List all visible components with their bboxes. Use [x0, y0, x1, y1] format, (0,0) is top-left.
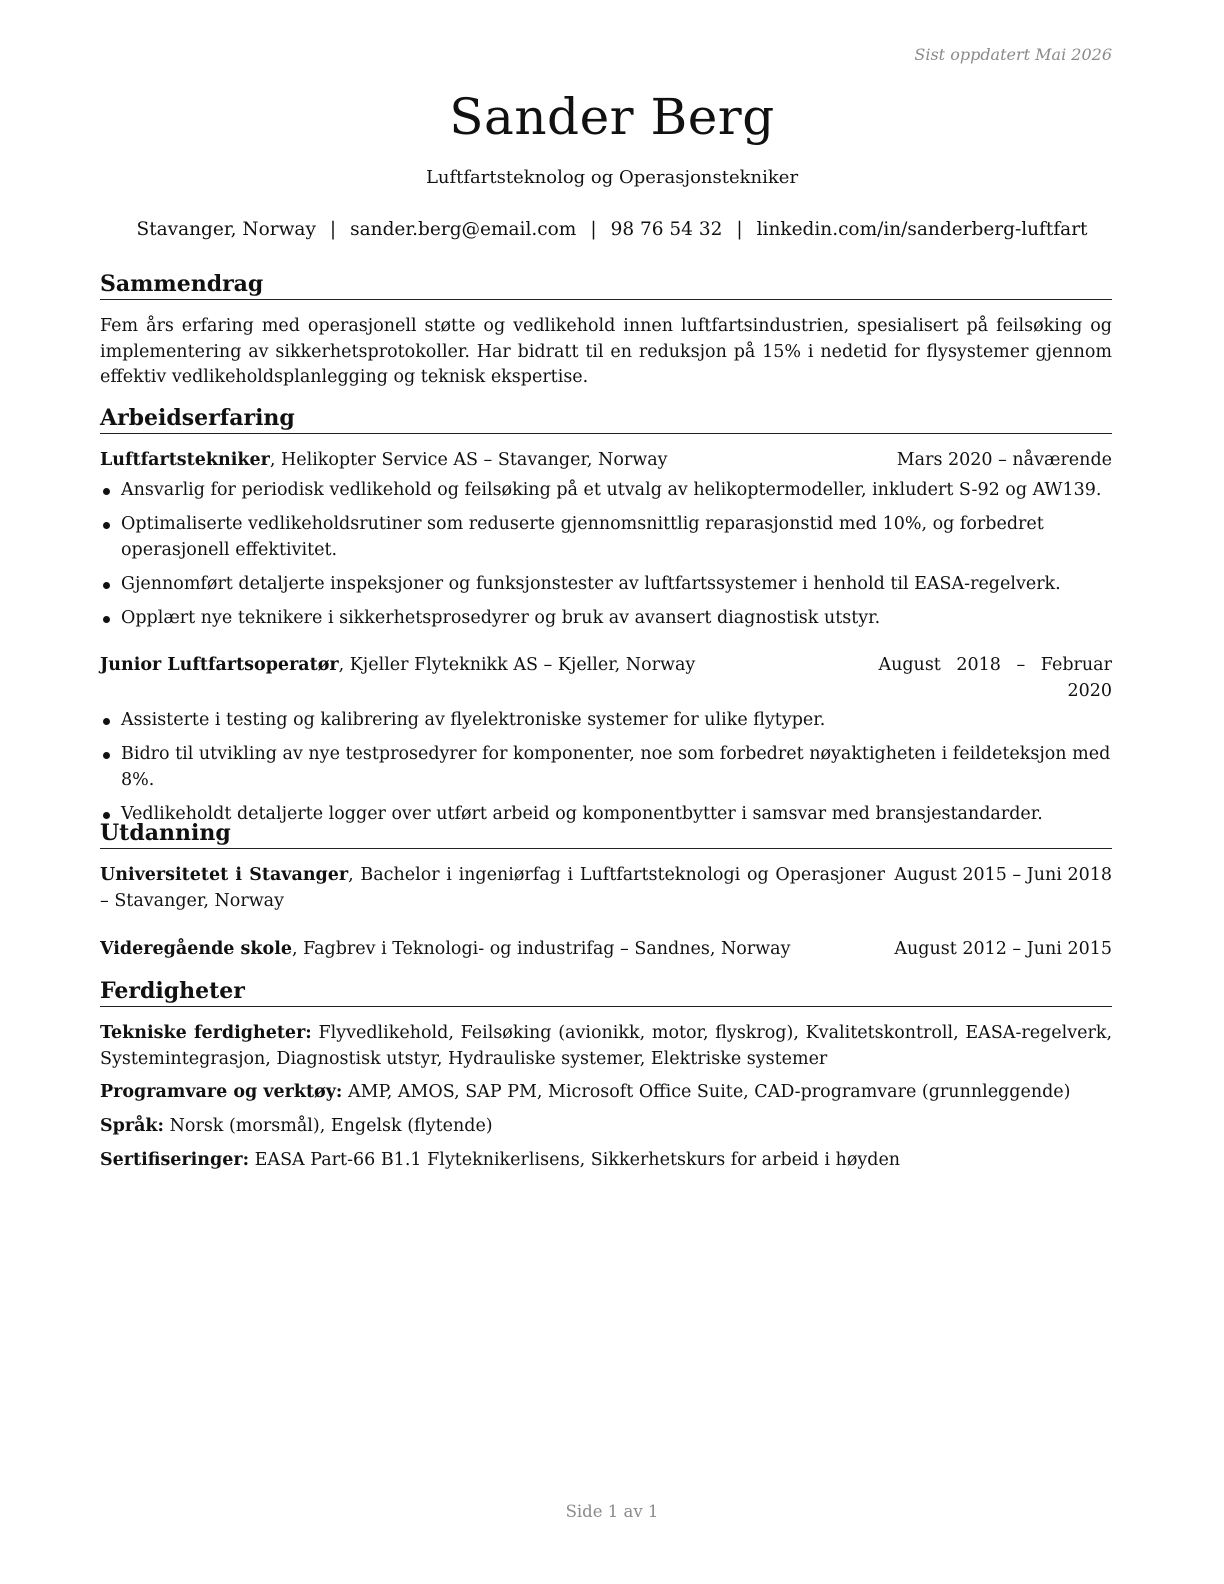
- summary-text: Fem års erfaring med operasjonell støtte og vedlikehold innen luftfartsindustrien, spesialisert på feilsøking og implementering av sikkerhetsprotokoller. Har bidratt til en reduksjon på 15% i nedetid for flysystemer gjennom effektiv vedlikeholdsplanlegging og teknisk ekspertise.: [100, 316, 1112, 387]
- skill-row: [100, 1114, 1112, 1140]
- skill-label: Språk:: [100, 1116, 165, 1136]
- skill-row: [100, 1080, 1112, 1106]
- skill-value: Norsk (morsmål), Engelsk (flytende): [169, 1116, 493, 1136]
- job-bullet-list: [100, 478, 1112, 640]
- skill-value: Flyvedlikehold, Feilsøking (avionikk, motor, flyskrog), Kvalitetskontroll, EASA-regelverk, Systemintegrasjon, Diagnostisk utstyr, Hydrauliske systemer, Elektriske systemer: [100, 1023, 1113, 1069]
- job-title-line: [100, 653, 695, 679]
- contact-separator: |: [590, 219, 597, 240]
- education-school: Universitetet i Stavanger: [100, 865, 349, 885]
- job-dates: August 2018 – Februar 2020: [878, 655, 1112, 701]
- job-bullet: Opplært nye teknikere i sikkerhetsprosedyrer og bruk av avansert diagnostisk utstyr.: [100, 606, 1112, 632]
- contact-phone: 98 76 54 32: [610, 219, 723, 240]
- contact-separator: |: [329, 219, 337, 240]
- job-bullet: Ansvarlig for periodisk vedlikehold og feilsøking på et utvalg av helikoptermodeller, inkludert S-92 og AW139.: [100, 478, 1112, 504]
- skill-value: EASA Part-66 B1.1 Flyteknikerlisens, Sikkerhetskurs for arbeid i høyden: [254, 1150, 901, 1170]
- candidate-title: Luftfartsteknolog og Operasjonstekniker: [425, 167, 799, 188]
- skill-row: [100, 1021, 1112, 1072]
- contact-email-link[interactable]: sander.berg@email.com: [350, 219, 577, 240]
- contact-linkedin-link[interactable]: linkedin.com/in/sanderberg-luftfart: [756, 219, 1088, 240]
- job-role: Junior Luftfartsoperatør: [100, 655, 339, 675]
- contact-location: Stavanger, Norway: [136, 219, 316, 240]
- skill-label: Programvare og verktøy:: [100, 1082, 343, 1102]
- candidate-name: Sander Berg: [449, 88, 775, 146]
- education-degree: , Fagbrev i Teknologi- og industrifag – Sandnes, Norway: [291, 939, 791, 959]
- contact-separator: |: [736, 219, 743, 240]
- education-dates: August 2012 – Juni 2015: [894, 939, 1112, 959]
- job-role: Luftfartstekniker: [100, 450, 270, 470]
- job-bullet: Optimaliserte vedlikeholdsrutiner som reduserte gjennomsnittlig reparasjonstid med 10%, og forbedret operasjonell effektivitet.: [100, 512, 1112, 563]
- last-updated-note: Sist oppdatert Mai 2026: [914, 45, 1112, 64]
- skill-label: Sertifiseringer:: [100, 1150, 250, 1170]
- education-degree: , Bachelor i ingeniørfag i Luftfartsteknologi og Operasjoner – Stavanger, Norway: [100, 865, 886, 911]
- job-bullet: Bidro til utvikling av nye testprosedyrer for komponenter, noe som forbedret nøyaktigheten i feildeteksjon med 8%.: [100, 742, 1112, 793]
- job-title-line: [100, 448, 668, 474]
- education-title-line: [100, 937, 790, 963]
- job-bullet: Vedlikeholdt detaljerte logger over utført arbeid og komponentbytter i samsvar med bransjestandarder.: [100, 802, 1112, 828]
- job-bullet: Gjennomført detaljerte inspeksjoner og funksjonstester av luftfartssystemer i henhold til EASA-regelverk.: [100, 572, 1112, 598]
- section-heading-summary: Sammendrag: [100, 271, 1112, 300]
- skill-label: Tekniske ferdigheter:: [100, 1023, 312, 1043]
- section-heading-experience: Arbeidserfaring: [100, 405, 1112, 434]
- job-company: , Helikopter Service AS – Stavanger, Norway: [269, 450, 668, 470]
- job-bullet-list: [100, 708, 1112, 836]
- section-heading-skills: Ferdigheter: [100, 978, 1112, 1007]
- section-heading-education: Utdanning: [100, 820, 1112, 849]
- contact-line: [0, 219, 1224, 240]
- job-dates: Mars 2020 – nåværende: [896, 450, 1112, 470]
- skill-value: AMP, AMOS, SAP PM, Microsoft Office Suite, CAD-programvare (grunnleggende): [347, 1082, 1071, 1102]
- page-number: Side 1 av 1: [565, 1502, 659, 1521]
- education-school: Videregående skole: [100, 939, 292, 959]
- education-dates: August 2015 – Juni 2018: [894, 865, 1112, 885]
- job-company: , Kjeller Flyteknikk AS – Kjeller, Norway: [338, 655, 696, 675]
- skill-row: [100, 1148, 1112, 1174]
- job-bullet: Assisterte i testing og kalibrering av flyelektroniske systemer for ulike flytyper.: [100, 708, 1112, 734]
- education-title-line: [100, 863, 885, 914]
